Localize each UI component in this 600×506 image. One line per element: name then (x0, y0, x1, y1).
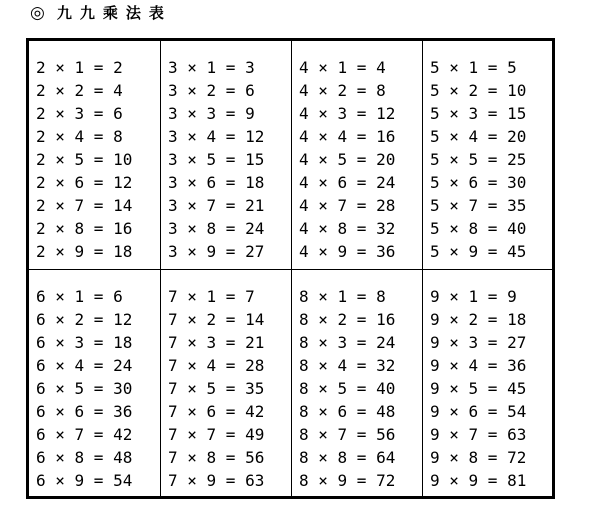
equation-line: 3 × 3 = 9 (168, 104, 255, 123)
equation-line: 3 × 1 = 3 (168, 58, 255, 77)
equation-line: 9 × 2 = 18 (430, 310, 527, 329)
equation-line: 9 × 3 = 27 (430, 333, 527, 352)
equation-line: 9 × 8 = 72 (430, 448, 527, 467)
equation-line: 7 × 3 = 21 (168, 333, 265, 352)
table-cell (423, 41, 552, 269)
equation-line: 2 × 7 = 14 (36, 196, 133, 215)
equation-line: 2 × 1 = 2 (36, 58, 123, 77)
equation-line: 4 × 8 = 32 (299, 219, 396, 238)
table-row (29, 41, 552, 270)
equation-line: 6 × 5 = 30 (36, 379, 133, 398)
equation-line: 7 × 2 = 14 (168, 310, 265, 329)
equation-line: 3 × 7 = 21 (168, 196, 265, 215)
equation-line: 5 × 1 = 5 (430, 58, 517, 77)
equation-line: 7 × 5 = 35 (168, 379, 265, 398)
equation-line: 5 × 5 = 25 (430, 150, 527, 169)
title-text: 九九乘法表 (56, 4, 172, 22)
equation-line: 2 × 4 = 8 (36, 127, 123, 146)
table-cell (161, 270, 292, 496)
equation-line: 9 × 1 = 9 (430, 287, 517, 306)
table-cell (292, 270, 423, 496)
equation-line: 6 × 4 = 24 (36, 356, 133, 375)
equation-line: 3 × 6 = 18 (168, 173, 265, 192)
equation-line: 4 × 5 = 20 (299, 150, 396, 169)
equation-line: 7 × 9 = 63 (168, 471, 265, 490)
equation-line: 2 × 2 = 4 (36, 81, 123, 100)
equation-line: 7 × 8 = 56 (168, 448, 265, 467)
equation-line: 3 × 2 = 6 (168, 81, 255, 100)
equation-line: 9 × 4 = 36 (430, 356, 527, 375)
equation-line: 2 × 3 = 6 (36, 104, 123, 123)
equation-line: 9 × 5 = 45 (430, 379, 527, 398)
equation-line: 3 × 5 = 15 (168, 150, 265, 169)
equation-line: 4 × 1 = 4 (299, 58, 386, 77)
equation-line: 8 × 9 = 72 (299, 471, 396, 490)
page-title (30, 2, 172, 24)
equation-line: 5 × 2 = 10 (430, 81, 527, 100)
equation-line: 7 × 6 = 42 (168, 402, 265, 421)
equation-line: 7 × 1 = 7 (168, 287, 255, 306)
table-cell (423, 270, 552, 496)
table-cell (161, 41, 292, 269)
equation-line: 8 × 1 = 8 (299, 287, 386, 306)
equation-line: 9 × 7 = 63 (430, 425, 527, 444)
equation-line: 6 × 3 = 18 (36, 333, 133, 352)
equation-line: 4 × 9 = 36 (299, 242, 396, 261)
equation-line: 8 × 8 = 64 (299, 448, 396, 467)
equation-line: 2 × 8 = 16 (36, 219, 133, 238)
equation-line: 6 × 7 = 42 (36, 425, 133, 444)
equation-line: 6 × 9 = 54 (36, 471, 133, 490)
equation-line: 6 × 2 = 12 (36, 310, 133, 329)
equation-line: 8 × 7 = 56 (299, 425, 396, 444)
table-cell (29, 41, 161, 269)
equation-line: 4 × 6 = 24 (299, 173, 396, 192)
equation-line: 4 × 4 = 16 (299, 127, 396, 146)
equation-line: 8 × 2 = 16 (299, 310, 396, 329)
equation-line: 8 × 3 = 24 (299, 333, 396, 352)
equation-line: 5 × 4 = 20 (430, 127, 527, 146)
equation-line: 4 × 3 = 12 (299, 104, 396, 123)
equation-line: 3 × 4 = 12 (168, 127, 265, 146)
multiplication-table (26, 38, 555, 499)
equation-line: 4 × 2 = 8 (299, 81, 386, 100)
equation-line: 5 × 9 = 45 (430, 242, 527, 261)
table-row (29, 270, 552, 496)
equation-line: 6 × 1 = 6 (36, 287, 123, 306)
bullet-circle-icon: ◎ (30, 3, 45, 23)
equation-line: 8 × 5 = 40 (299, 379, 396, 398)
equation-line: 7 × 4 = 28 (168, 356, 265, 375)
equation-line: 9 × 9 = 81 (430, 471, 527, 490)
equation-line: 6 × 6 = 36 (36, 402, 133, 421)
equation-line: 4 × 7 = 28 (299, 196, 396, 215)
equation-line: 2 × 6 = 12 (36, 173, 133, 192)
equation-line: 3 × 8 = 24 (168, 219, 265, 238)
equation-line: 8 × 6 = 48 (299, 402, 396, 421)
equation-line: 5 × 6 = 30 (430, 173, 527, 192)
equation-line: 5 × 8 = 40 (430, 219, 527, 238)
equation-line: 3 × 9 = 27 (168, 242, 265, 261)
equation-line: 8 × 4 = 32 (299, 356, 396, 375)
equation-line: 7 × 7 = 49 (168, 425, 265, 444)
table-cell (292, 41, 423, 269)
equation-line: 2 × 9 = 18 (36, 242, 133, 261)
equation-line: 2 × 5 = 10 (36, 150, 133, 169)
equation-line: 5 × 7 = 35 (430, 196, 527, 215)
equation-line: 6 × 8 = 48 (36, 448, 133, 467)
equation-line: 9 × 6 = 54 (430, 402, 527, 421)
table-cell (29, 270, 161, 496)
equation-line: 5 × 3 = 15 (430, 104, 527, 123)
